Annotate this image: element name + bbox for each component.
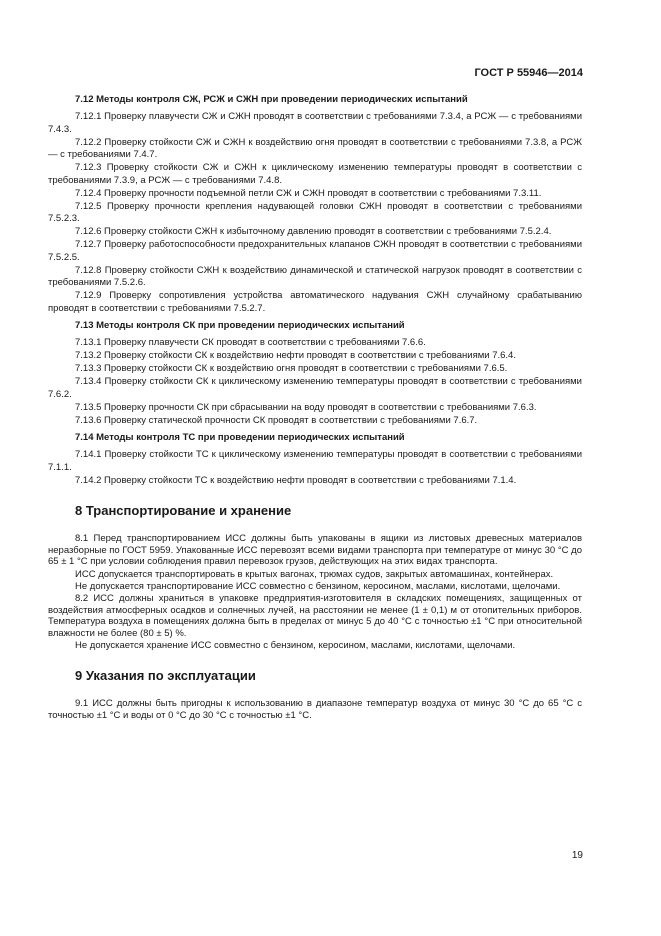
paragraph-7-13-6: 7.13.6 Проверку статической прочности СК проводят в соответствии с требованиями 7.6.7. <box>75 414 478 426</box>
paragraph-7-13-2: 7.13.2 Проверку стойкости СК к воздействию нефти проводят в соответствии с требованиями 7.6.4. <box>75 350 516 361</box>
paragraph-7-13-5: 7.13.5 Проверку прочности СК при сбрасывании на воду проводят в соответствии с требованиями 7.6.3. <box>75 401 537 413</box>
paragraph-7-12-5: 7.12.5 Проверку прочности крепления надувающей головки СЖН проводят в соответствии с требованиями 7.5.2.3. <box>48 200 582 224</box>
paragraph-7-12-3: 7.12.3 Проверку стойкости СЖ и СЖН к циклическому изменению температуры проводят в соответствии с требованиями 7.3.9, а РСЖ — с требованиями 7.4.8. <box>48 162 582 186</box>
heading-7-14: 7.14 Методы контроля ТС при проведении периодических испытаний <box>75 432 405 443</box>
paragraph-8-1-transport: ИСС допускается транспортировать в крытых вагонах, трюмах судов, закрытых автомашинах, контейнерах. <box>75 568 554 580</box>
paragraph-7-12-6: 7.12.6 Проверку стойкости СЖН к избыточному давлению проводят в соответствии с требованиями 7.5.2.4. <box>75 226 552 237</box>
document-number: ГОСТ Р 55946—2014 <box>474 67 583 79</box>
heading-section-9: 9 Указания по эксплуатации <box>75 668 256 684</box>
paragraph-7-12-8: 7.12.8 Проверку стойкости СЖН к воздействию динамической и статической нагрузок проводят в соответствии с требованиями 7.5.2.6. <box>48 264 582 288</box>
page-content <box>48 93 582 722</box>
paragraph-8-1-prohibition: Не допускается транспортирование ИСС совместно с бензином, керосином, маслами, кислотами, щелочами. <box>75 580 561 592</box>
paragraph-7-13-1: 7.13.1 Проверку плавучести СК проводят в соответствии с требованиями 7.6.6. <box>75 337 426 348</box>
paragraph-7-12-9: 7.12.9 Проверку сопротивления устройства автоматического надувания СЖН случайному срабатыванию проводят в соответствии с требованиями 7.5.2.7. <box>48 290 582 314</box>
paragraph-7-14-1: 7.14.1 Проверку стойкости ТС к циклическому изменению температуры проводят в соответствии с требованиями 7.1.1. <box>48 449 582 473</box>
paragraph-7-12-2: 7.12.2 Проверку стойкости СЖ и СЖН к воздействию огня проводят в соответствии с требованиями 7.3.8, а РСЖ — с требованиями 7.4.7. <box>48 136 582 160</box>
paragraph-7-12-7: 7.12.7 Проверку работоспособности предохранительных клапанов СЖН проводят в соответствии с требованиями 7.5.2.5. <box>48 239 582 263</box>
paragraph-7-12-4: 7.12.4 Проверку прочности подъемной петли СЖ и СЖН проводят в соответствии с требованиями 7.3.11. <box>75 187 542 199</box>
paragraph-8-2: 8.2 ИСС должны храниться в упаковке предприятия-изготовителя в складских помещениях, защищенных от воздействия атмосферных осадков и солнечных лучей, на расстоянии не менее (1 ± 0,1) м от отопительных приборов. Температура воздуха в помещениях должна быть в пределах от минус 5 до 40 °С с точностью ±1 °С при относительной влажности не более (80 ± 5) %. <box>48 593 582 640</box>
paragraph-7-14-2: 7.14.2 Проверку стойкости ТС к воздействию нефти проводят в соответствии с требованиями 7.1.4. <box>75 474 517 486</box>
paragraph-7-13-4: 7.13.4 Проверку стойкости СК к циклическому изменению температуры проводят в соответствии с требованиями 7.6.2. <box>48 376 582 400</box>
page-number: 19 <box>571 850 583 861</box>
paragraph-9-1: 9.1 ИСС должны быть пригодны к использованию в диапазоне температур воздуха от минус 30 °С до 65 °С с точностью ±1 °С и воды от 0 °С до 30 °С с точностью ±1 °С. <box>48 698 582 721</box>
heading-7-12: 7.12 Методы контроля СЖ, РСЖ и СЖН при проведении периодических испытаний <box>75 94 468 105</box>
paragraph-7-13-3: 7.13.3 Проверку стойкости СК к воздействию огня проводят в соответствии с требованиями 7.6.5. <box>75 363 508 374</box>
paragraph-7-12-1: 7.12.1 Проверку плавучести СЖ и СЖН проводят в соответствии с требованиями 7.3.4, а РСЖ — с требованиями 7.4.3. <box>48 111 582 135</box>
heading-section-8: 8 Транспортирование и хранение <box>75 503 292 518</box>
paragraph-8-2-prohibition: Не допускается хранение ИСС совместно с бензином, керосином, маслами, кислотами, щелочами. <box>75 640 516 652</box>
paragraph-8-1: 8.1 Перед транспортированием ИСС должны быть упакованы в ящики из листовых древесных материалов неразборные по ГОСТ 5959. Упакованные ИСС перевозят всеми видами транспорта при температуре от минус 30 °С до 65 ± 1 °С при условии соблюдения правил перевозок грузов, действующих на этих видах транспорта. <box>48 533 582 568</box>
heading-7-13: 7.13 Методы контроля СК при проведении периодических испытаний <box>75 320 405 331</box>
